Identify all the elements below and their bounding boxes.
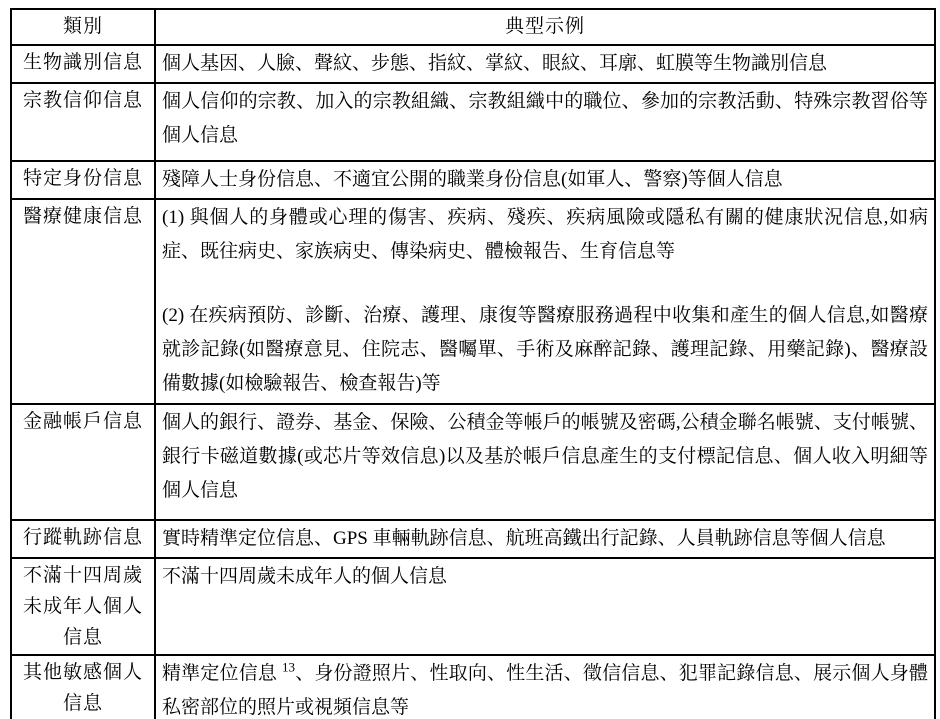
category-cell: 醫療健康信息 xyxy=(11,199,155,404)
examples-cell xyxy=(155,161,935,199)
examples-cell xyxy=(155,83,935,161)
examples-text: 殘障人士身份信息、不適宜公開的職業身份信息(如軍人、警察)等個人信息 xyxy=(162,169,783,190)
examples-text: 個人信仰的宗教、加入的宗教組織、宗教組織中的職位、參加的宗教活動、特殊宗教習俗等個人信息 xyxy=(162,91,928,146)
examples-text: 個人的銀行、證券、基金、保險、公積金等帳戶的帳號及密碼,公積金聯名帳號、支付帳號、銀行卡磁道數據(或芯片等效信息)以及基於帳戶信息產生的支付標記信息、個人收入明細等個人信息 xyxy=(162,412,928,501)
table-row xyxy=(11,161,935,199)
examples-text xyxy=(162,657,928,719)
examples-text-pre: 精準定位信息 xyxy=(162,663,283,684)
examples-paragraph-1: (1) 與個人的身體或心理的傷害、疾病、殘疾、疾病風險或隱私有關的健康狀況信息,如病症、既往病史、家族病史、傳染病史、體檢報告、生育信息等 xyxy=(162,207,928,262)
table-row xyxy=(11,558,935,655)
examples-text: 不滿十四周歲未成年人的個人信息 xyxy=(162,566,448,587)
category-cell: 生物識別信息 xyxy=(11,45,155,83)
footnote-ref-13: 13 xyxy=(282,659,296,675)
table-row xyxy=(11,520,935,558)
examples-text-post: 、身份證照片、性取向、性生活、徵信信息、犯罪記錄信息、展示個人身體私密部位的照片或視頻信息等 xyxy=(162,663,928,718)
category-cell: 其他敏感個人信息 xyxy=(11,655,155,719)
table-row xyxy=(11,655,935,719)
examples-text: 個人基因、人臉、聲紋、步態、指紋、掌紋、眼紋、耳廓、虹膜等生物識別信息 xyxy=(162,53,828,74)
table-row xyxy=(11,199,935,404)
examples-cell xyxy=(155,199,935,404)
table-row xyxy=(11,45,935,83)
examples-text: 實時精準定位信息、GPS 車輛軌跡信息、航班高鐵出行記錄、人員軌跡信息等個人信息 xyxy=(162,528,886,549)
examples-cell xyxy=(155,520,935,558)
examples-cell xyxy=(155,404,935,520)
category-cell: 金融帳戶信息 xyxy=(11,404,155,520)
table-row xyxy=(11,83,935,161)
examples-cell xyxy=(155,655,935,719)
category-cell: 不滿十四周歲未成年人個人信息 xyxy=(11,558,155,655)
header-examples: 典型示例 xyxy=(155,9,935,45)
table-row xyxy=(11,404,935,520)
examples-cell xyxy=(155,45,935,83)
header-category: 類別 xyxy=(11,9,155,45)
examples-paragraph-2: (2) 在疾病預防、診斷、治療、護理、康復等醫療服務過程中收集和產生的個人信息,如醫療就診記錄(如醫療意見、住院志、醫囑單、手術及麻醉記錄、護理記錄、用藥記錄)、醫療設備數據(如檢驗報告、檢查報告)等 xyxy=(162,305,928,394)
examples-cell xyxy=(155,558,935,655)
category-cell: 特定身份信息 xyxy=(11,161,155,199)
category-cell: 行蹤軌跡信息 xyxy=(11,520,155,558)
category-cell: 宗教信仰信息 xyxy=(11,83,155,161)
sensitive-info-table xyxy=(10,8,936,719)
table-header-row xyxy=(11,9,935,45)
